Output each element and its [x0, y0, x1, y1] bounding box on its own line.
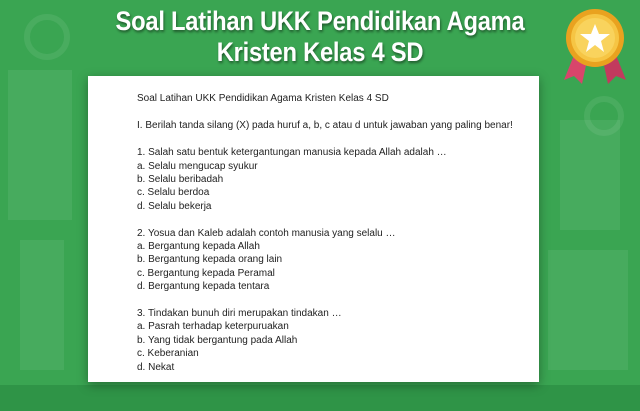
question-text: 3. Tindakan bunuh diri merupakan tindakan … — [137, 308, 342, 320]
background-decoration — [548, 250, 628, 370]
answer-option: c. Bergantung kepada Peramal — [137, 267, 275, 279]
star-medal-icon — [562, 6, 628, 86]
background-decoration — [20, 240, 64, 370]
answer-option: b. Bergantung kepada orang lain — [137, 254, 283, 266]
question-text: 2. Yosua dan Kaleb adalah contoh manusia yang selalu … — [137, 227, 396, 239]
background-decoration — [584, 96, 624, 136]
banner-title-line-1: Soal Latihan UKK Pendidikan Agama — [115, 6, 525, 36]
bottom-strip — [0, 385, 640, 411]
answer-option: a. Bergantung kepada Allah — [137, 241, 260, 253]
answer-option: a. Pasrah terhadap keterpuruakan — [137, 321, 289, 333]
answer-option: c. Keberanian — [137, 348, 199, 360]
banner-title — [0, 6, 640, 68]
background-decoration — [560, 120, 620, 230]
answer-option: a. Selalu mengucap syukur — [137, 160, 258, 172]
answer-option: d. Nekat — [137, 361, 175, 373]
banner-title-line-2: Kristen Kelas 4 SD — [216, 37, 424, 67]
answer-option: c. Selalu berdoa — [137, 187, 210, 199]
question-text: 1. Salah satu bentuk ketergantungan manusia kepada Allah adalah … — [137, 147, 447, 159]
background-decoration — [8, 70, 72, 220]
answer-option: d. Bergantung kepada tentara — [137, 281, 270, 293]
worksheet-heading: Soal Latihan UKK Pendidikan Agama Kristen Kelas 4 SD — [137, 93, 389, 104]
worksheet-card — [88, 76, 539, 382]
worksheet-instruction: I. Berilah tanda silang (X) pada huruf a, b, c atau d untuk jawaban yang paling benar! — [137, 120, 513, 132]
answer-option: d. Selalu bekerja — [137, 200, 212, 212]
answer-option: b. Yang tidak bergantung pada Allah — [137, 334, 298, 346]
answer-option: b. Selalu beribadah — [137, 174, 224, 186]
